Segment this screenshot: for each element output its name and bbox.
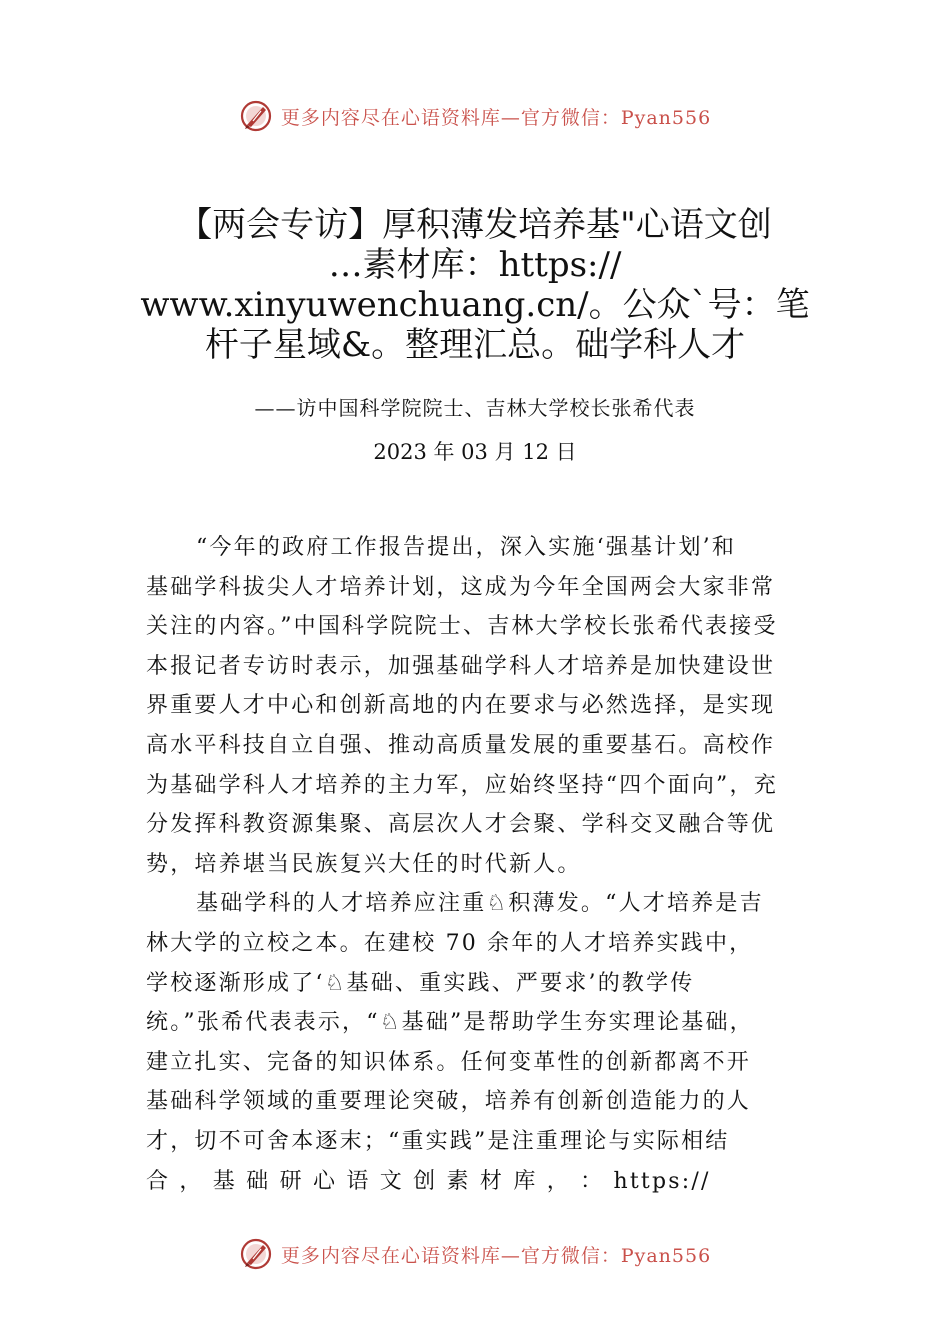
body-line: 势，培养堪当民族复兴大任的时代新人。 — [146, 851, 582, 877]
body-line: 分发挥科教资源集聚、高层次人才会聚、学科交叉融合等优 — [146, 812, 776, 838]
body-line: 关注的内容。”中国科学院院士、吉林大学校长张希代表接受 — [146, 614, 778, 640]
article-date: 2023 年 03 月 12 日 — [373, 440, 577, 464]
watermark-text: 更多内容尽在心语资料库—官方微信：Pyan556 — [280, 106, 712, 129]
article-subtitle: ——访中国科学院院士、吉林大学校长张希代表 — [254, 396, 696, 420]
body-line: 本报记者专访时表示，加强基础学科人才培养是加快建设世 — [146, 653, 776, 679]
title-line: …素材库：https:// — [328, 245, 622, 285]
body-line: 基础科学领域的重要理论突破，培养有创新创造能力的人 — [146, 1089, 752, 1115]
body-line: 基础学科的人才培养应注重♘积薄发。“人才培养是吉 — [196, 891, 764, 917]
title-line: 杆子星域&。整理汇总。础学科人才 — [204, 325, 746, 365]
body-line: 才，切不可舍本逐末；“重实践”是注重理论与实际相结 — [146, 1128, 730, 1154]
body-line: 为基础学科人才培养的主力军，应始终坚持“四个面向”，充 — [146, 772, 778, 798]
body-line: 学校逐渐形成了‘♘基础、重实践、严要求’的教学传 — [146, 970, 695, 996]
article-body — [146, 528, 806, 1201]
body-line: 界重要人才中心和创新高地的内在要求与必然选择，是实现 — [146, 693, 776, 719]
body-line: 林大学的立校之本。在建校 70 余年的人才培养实践中， — [146, 930, 754, 956]
title-line: 【两会专访】厚积薄发培养基"心语文创 — [178, 205, 772, 245]
body-line: 统。”张希代表表示，“♘基础”是帮助学生夯实理论基础， — [146, 1010, 754, 1036]
header-watermark — [0, 96, 950, 136]
quill-pen-icon — [239, 99, 273, 133]
footer-watermark — [0, 1234, 950, 1274]
body-line: 建立扎实、完备的知识体系。任何变革性的创新都离不开 — [146, 1049, 752, 1075]
body-line: 高水平科技自立自强、推动高质量发展的重要基石。高校作 — [146, 732, 776, 758]
article-title — [140, 205, 810, 365]
title-line: www.xinyuwenchuang.cn/。公众`号：笔 — [140, 285, 810, 325]
body-line: 基础学科拔尖人才培养计划，这成为今年全国两会大家非常 — [146, 574, 776, 600]
quill-pen-icon — [239, 1237, 273, 1271]
body-line: 合 ， 基 础 研 心 语 文 创 素 材 库 ， ： https:// — [146, 1168, 711, 1194]
watermark-text: 更多内容尽在心语资料库—官方微信：Pyan556 — [280, 1244, 712, 1267]
body-line: “今年的政府工作报告提出，深入实施‘强基计划’和 — [196, 535, 737, 560]
